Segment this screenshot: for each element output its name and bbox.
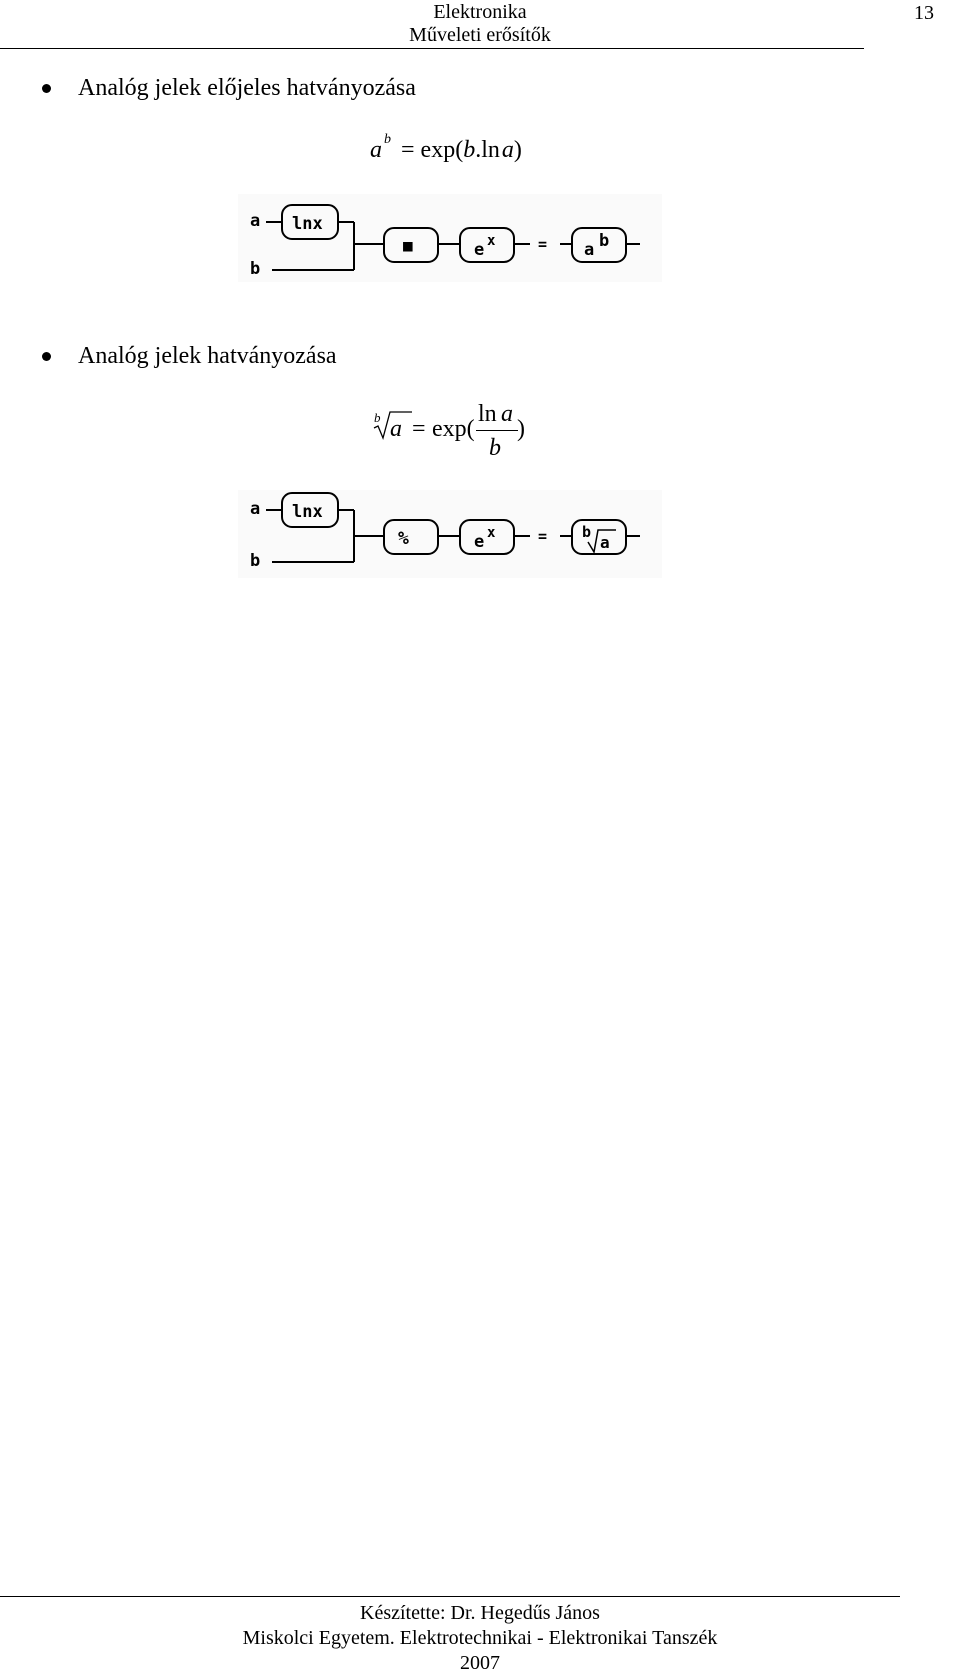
footer-institution: Miskolci Egyetem. Elektrotechnikai - Elektronikai Tanszék (242, 1627, 718, 1649)
ln-block-label: lnx (292, 502, 323, 522)
formula-exp-open: exp( (420, 137, 464, 163)
root-block-diagram (238, 490, 662, 578)
header-subtitle: Műveleti erősítők (409, 24, 551, 46)
footer-rule (0, 1596, 900, 1597)
section2-formula (372, 400, 542, 462)
formula-ln: .ln (475, 137, 500, 163)
formula-close: ) (513, 137, 522, 163)
formula-base: a (370, 137, 382, 163)
bullet-icon (42, 84, 51, 93)
header-title: Elektronika (433, 1, 527, 23)
root-index: b (374, 410, 381, 425)
power-block-diagram (238, 194, 662, 282)
result-block (572, 520, 626, 554)
diagram-equals: = (538, 235, 548, 253)
formula-equals: = (401, 137, 415, 163)
exp-block-base: e (474, 240, 485, 260)
diagram-input-a: a (250, 499, 261, 519)
result-sup: b (599, 231, 610, 251)
header-rule (0, 48, 864, 49)
diagram-input-b: b (250, 551, 261, 571)
divide-block (384, 520, 438, 554)
diagram-input-a: a (250, 211, 261, 231)
formula2-equals: = (412, 416, 426, 442)
root-diagram-svg (238, 490, 662, 578)
page-number: 13 (914, 2, 934, 24)
exp-block-base: e (474, 532, 485, 552)
section2-heading: Analóg jelek hatványozása (78, 343, 337, 369)
ln-block-label: lnx (292, 214, 323, 234)
result-index: b (582, 523, 592, 541)
formula2-exp-open: exp( (432, 416, 475, 442)
power-diagram-svg (238, 194, 662, 282)
footer-year: 2007 (460, 1652, 500, 1674)
diagram-equals: = (538, 527, 548, 545)
footer-author: Készítette: Dr. Hegedűs János (360, 1602, 600, 1624)
divide-block-label: % (398, 528, 409, 549)
multiply-block-label: ■ (403, 236, 413, 255)
formula-b: b (463, 137, 476, 163)
formula-a: a (501, 137, 514, 163)
exp-block-sup: x (487, 233, 496, 249)
section1-heading: Analóg jelek előjeles hatványozása (78, 75, 416, 101)
denominator-b: b (489, 435, 501, 461)
section1-formula (370, 132, 522, 168)
fraction-bar (476, 430, 518, 431)
result-base: a (584, 240, 595, 260)
formula2-close: ) (517, 416, 525, 442)
exp-block-sup: x (487, 525, 496, 541)
formula-exponent: b (384, 132, 391, 147)
result-radicand: a (600, 533, 610, 552)
bullet-icon (42, 352, 51, 361)
numerator-a: a (501, 401, 513, 427)
diagram-input-b: b (250, 259, 261, 279)
radicand: a (390, 416, 402, 442)
numerator-ln: ln (478, 401, 497, 427)
